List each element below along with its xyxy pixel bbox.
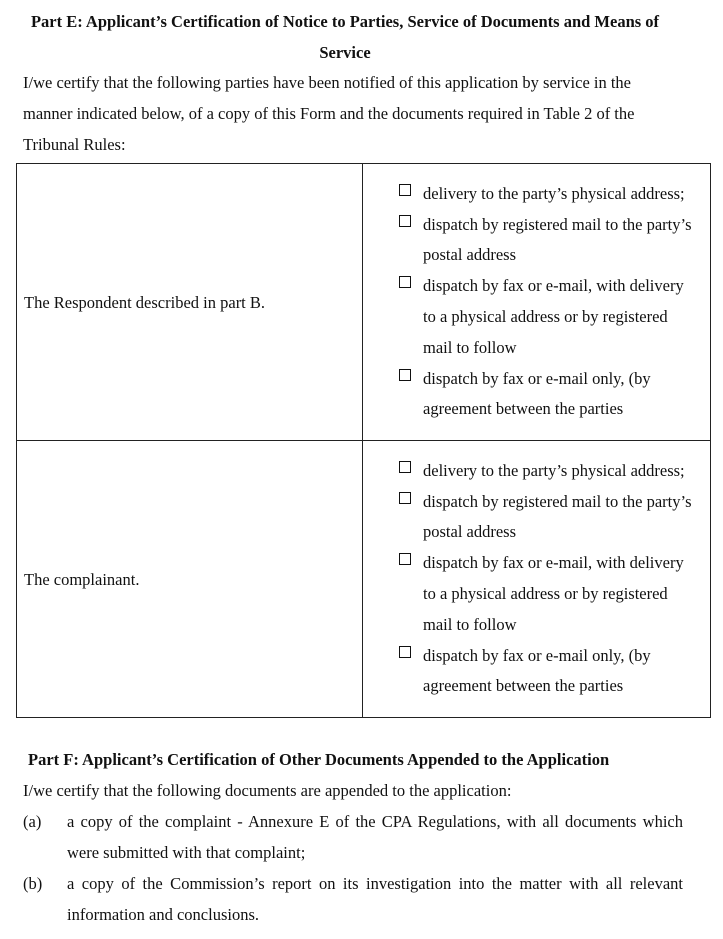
list-item (23, 806, 683, 868)
list-item-text: a copy of the complaint - Annexure E of the CPA Regulations, with all documents which were submitted with that complaint; (67, 812, 683, 862)
list-item (23, 868, 683, 930)
service-option[interactable] (363, 210, 710, 272)
checkbox-icon[interactable] (399, 276, 411, 288)
service-option-label: dispatch by fax or e-mail, with delivery to a physical address or by registered mail to follow (423, 276, 684, 357)
service-option-label: delivery to the party’s physical address; (423, 460, 685, 480)
service-options-cell (363, 441, 711, 718)
party-cell: The complainant. (17, 441, 363, 718)
checkbox-icon[interactable] (399, 553, 411, 565)
checkbox-icon[interactable] (399, 492, 411, 504)
service-option[interactable] (363, 641, 710, 703)
checkbox-icon[interactable] (399, 461, 411, 473)
list-item-label: (a) (23, 812, 42, 831)
table-row-complainant (17, 441, 711, 718)
service-table (16, 163, 711, 718)
service-option-label: dispatch by registered mail to the party’s postal address (423, 491, 692, 542)
part-f-heading: Part F: Applicant’s Certification of Other Documents Appended to the Application (28, 750, 610, 769)
party-cell: The Respondent described in part B. (17, 164, 363, 441)
service-option[interactable] (363, 487, 710, 549)
service-option[interactable] (363, 364, 710, 426)
service-options-list (363, 456, 710, 702)
table-row-respondent (17, 164, 711, 441)
checkbox-icon[interactable] (399, 369, 411, 381)
service-option-label: dispatch by fax or e-mail only, (by agreement between the parties (423, 368, 651, 419)
checkbox-icon[interactable] (399, 646, 411, 658)
service-option[interactable] (363, 456, 710, 487)
list-item-label: (b) (23, 874, 43, 893)
service-option[interactable] (363, 179, 710, 210)
part-e-intro: I/we certify that the following parties have been notified of this application by service in the manner indicated below, of a copy of this Form and the documents required in Table 2 of the Tribunal Rules: (23, 73, 635, 154)
service-options-list (363, 179, 710, 425)
service-option-label: dispatch by fax or e-mail, with delivery to a physical address or by registered mail to follow (423, 553, 684, 634)
service-option-label: dispatch by fax or e-mail only, (by agreement between the parties (423, 645, 651, 696)
part-f-intro: I/we certify that the following documents are appended to the application: (23, 781, 512, 800)
checkbox-icon[interactable] (399, 184, 411, 196)
service-option[interactable] (363, 271, 710, 363)
checkbox-icon[interactable] (399, 215, 411, 227)
list-item-text: a copy of the Commission’s report on its investigation into the matter with all relevant information and conclusions. (67, 874, 683, 924)
service-option[interactable] (363, 548, 710, 640)
part-e-heading: Part E: Applicant’s Certification of Notice to Parties, Service of Documents and Means of Service (30, 12, 660, 62)
service-option-label: delivery to the party’s physical address; (423, 183, 685, 203)
service-options-cell (363, 164, 711, 441)
service-option-label: dispatch by registered mail to the party’s postal address (423, 214, 692, 265)
